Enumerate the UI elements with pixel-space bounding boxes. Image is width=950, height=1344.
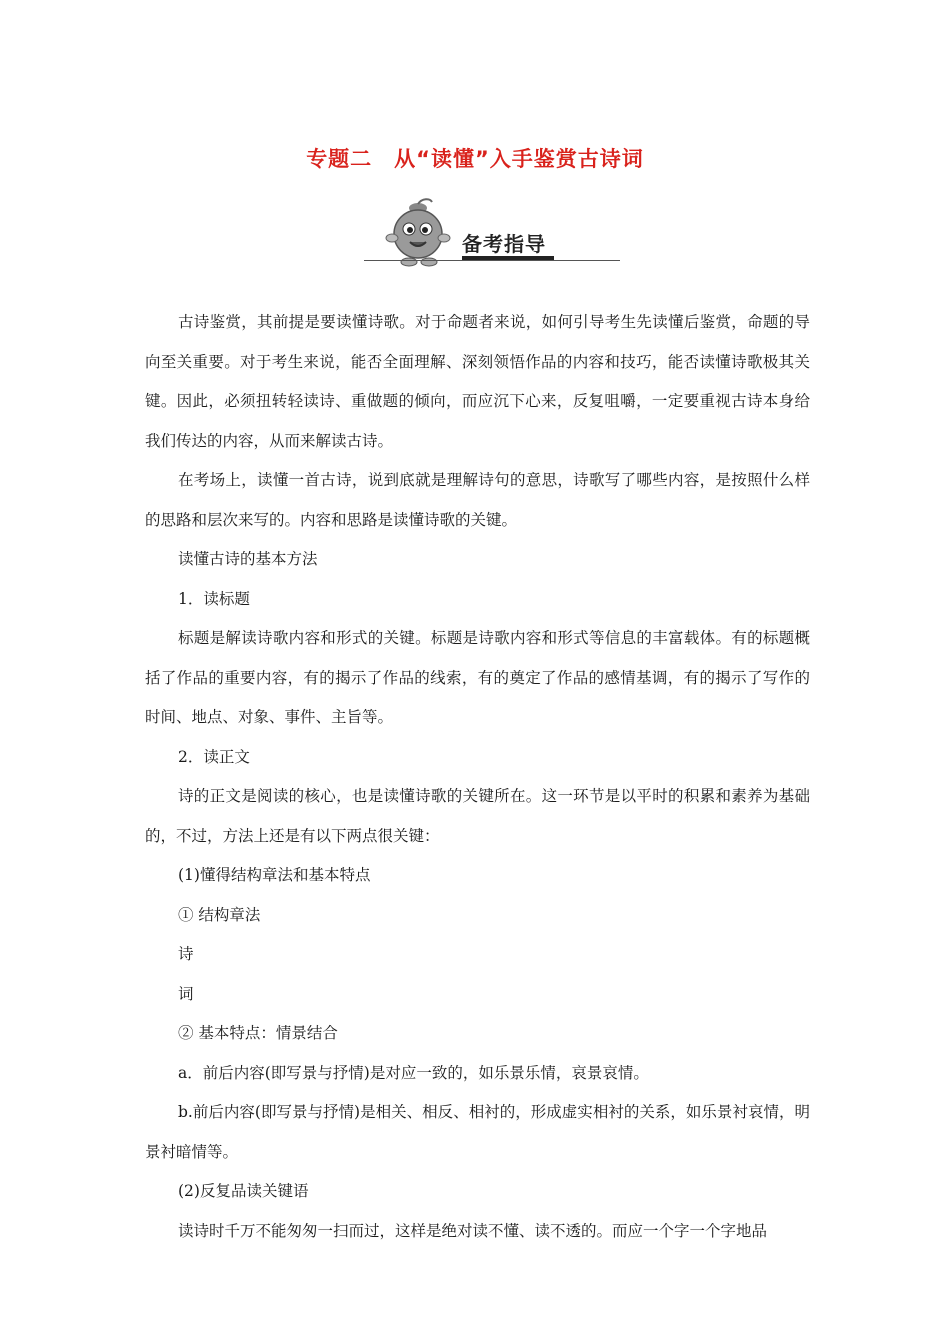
paragraph-intro: 古诗鉴赏，其前提是要读懂诗歌。对于命题者来说，如何引导考生先读懂后鉴赏，命题的导向至关重要。对于考生来说，能否全面理解、深刻领悟作品的内容和技巧，能否读懂诗歌极其关键。因此，必须扭转轻读诗、重做题的倾向，而应沉下心来，反复咀嚼，一定要重视古诗本身给我们传达的内容，从而来解读古诗。 bbox=[145, 313, 810, 450]
paragraph-keywords: 读诗时千万不能匆匆一扫而过，这样是绝对读不懂、读不透的。而应一个字一个字地品 bbox=[178, 1221, 768, 1240]
item-a: a．前后内容(即写景与抒情)是对应一致的，如乐景乐情，哀景哀情。 bbox=[178, 1063, 649, 1082]
banner-label: 备考指导 bbox=[462, 232, 546, 256]
subheading-keywords: (2)反复品读关键语 bbox=[178, 1182, 309, 1200]
paragraph-exam: 在考场上，读懂一首古诗，说到底就是理解诗句的意思，诗歌写了哪些内容，是按照什么样的思路和层次来写的。内容和思路是读懂诗歌的关键。 bbox=[145, 471, 810, 529]
paragraph-title: 标题是解读诗歌内容和形式的关键。标题是诗歌内容和形式等信息的丰富载体。有的标题概括了作品的重要内容，有的揭示了作品的线索，有的奠定了作品的感情基调，有的揭示了写作的时间、地点、对象、事件、主旨等。 bbox=[145, 629, 810, 726]
paragraph-text: 诗的正文是阅读的核心，也是读懂诗歌的关键所在。这一环节是以平时的积累和素养为基础的，不过，方法上还是有以下两点很关键： bbox=[145, 787, 810, 845]
heading-methods: 读懂古诗的基本方法 bbox=[178, 550, 318, 568]
item-structure: ① 结构章法 bbox=[178, 905, 261, 924]
heading-read-title: 1．读标题 bbox=[178, 589, 250, 608]
item-b: b.前后内容(即写景与抒情)是相关、相反、相衬的，形成虚实相衬的关系，如乐景衬哀情，明景衬暗情等。 bbox=[145, 1103, 810, 1161]
section-banner bbox=[362, 196, 620, 268]
mascot-icon bbox=[382, 196, 452, 268]
heading-read-text: 2．读正文 bbox=[178, 747, 250, 766]
page-title: 专题二 从“读懂”入手鉴赏古诗词 bbox=[306, 147, 644, 171]
subheading-structure: (1)懂得结构章法和基本特点 bbox=[178, 866, 371, 884]
item-ci: 词 bbox=[178, 984, 194, 1003]
item-features: ② 基本特点：情景结合 bbox=[178, 1024, 338, 1042]
body bbox=[145, 303, 810, 1251]
item-poem: 诗 bbox=[178, 945, 194, 963]
banner-rule bbox=[364, 260, 620, 261]
